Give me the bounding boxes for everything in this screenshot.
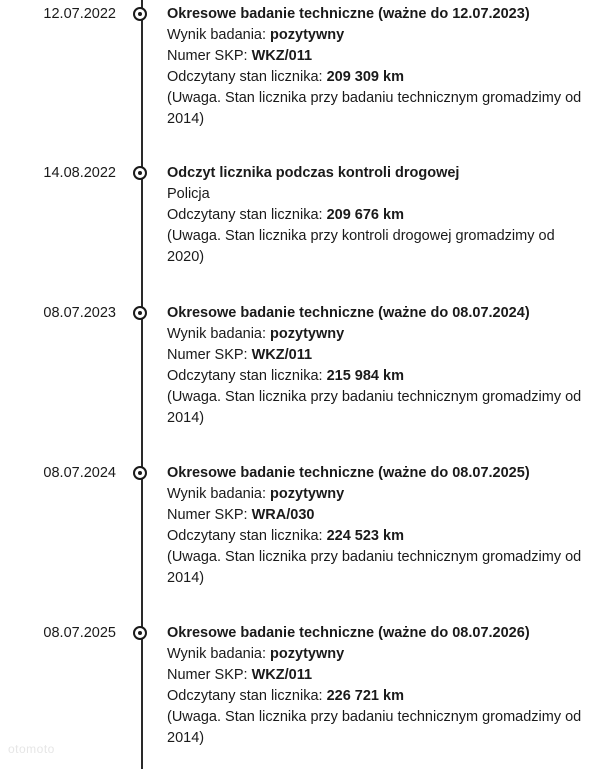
odometer-line [167,205,587,226]
result-line [167,484,587,505]
watermark: otomoto [8,742,55,756]
entry-note: (Uwaga. Stan licznika przy badaniu technicznym gromadzimy od 2014) [167,90,582,127]
result-value: pozytywny [270,326,345,342]
odometer-line [167,526,587,547]
skp-line [167,505,587,526]
entry-details [167,463,587,589]
result-value: pozytywny [270,486,345,502]
result-line [167,25,587,46]
skp-line [167,665,587,686]
result-label: Wynik badania: [167,326,271,342]
entry-title: Okresowe badanie techniczne (ważne do 08.07.2026) [167,625,530,641]
result-value: pozytywny [270,27,345,43]
skp-label: Numer SKP: [167,507,252,523]
entry-date: 08.07.2024 [43,465,116,481]
entry-date: 14.08.2022 [43,165,116,181]
odometer-label: Odczytany stan licznika: [167,528,327,544]
entry-details [167,4,587,130]
entry-details [167,303,587,429]
entry-title: Okresowe badanie techniczne (ważne do 08.07.2025) [167,465,530,481]
entry-details [167,623,587,749]
entry-date: 08.07.2025 [43,625,116,641]
odometer-value: 209 676 km [326,207,404,223]
skp-value: WRA/030 [251,507,315,523]
skp-line [167,46,587,67]
skp-label: Numer SKP: [167,48,252,64]
timeline-marker-icon [133,7,147,21]
timeline-marker-icon [133,166,147,180]
timeline-marker-icon [133,306,147,320]
entry-date: 12.07.2022 [43,6,116,22]
odometer-line [167,686,587,707]
skp-line [167,345,587,366]
entry-title: Okresowe badanie techniczne (ważne do 12.07.2023) [167,6,530,22]
entry-title: Okresowe badanie techniczne (ważne do 08.07.2024) [167,305,530,321]
odometer-line [167,366,587,387]
timeline-marker-icon [133,626,147,640]
entry-details [167,163,587,268]
entry-note: (Uwaga. Stan licznika przy kontroli drogowej gromadzimy od 2020) [167,228,555,265]
result-line [167,644,587,665]
skp-label: Numer SKP: [167,667,252,683]
odometer-value: 209 309 km [326,69,404,85]
odometer-label: Odczytany stan licznika: [167,69,327,85]
entry-note: (Uwaga. Stan licznika przy badaniu technicznym gromadzimy od 2014) [167,709,582,746]
timeline-marker-icon [133,466,147,480]
odometer-label: Odczytany stan licznika: [167,368,327,384]
skp-label: Numer SKP: [167,347,252,363]
result-label: Wynik badania: [167,27,271,43]
entry-note: (Uwaga. Stan licznika przy badaniu technicznym gromadzimy od 2014) [167,389,582,426]
entry-title: Odczyt licznika podczas kontroli drogowej [167,165,460,181]
odometer-value: 215 984 km [326,368,404,384]
skp-value: WKZ/011 [251,347,313,363]
skp-value: WKZ/011 [251,48,313,64]
entry-date: 08.07.2023 [43,305,116,321]
entry-source: Policja [167,186,210,202]
odometer-value: 224 523 km [326,528,404,544]
skp-value: WKZ/011 [251,667,313,683]
result-value: pozytywny [270,646,345,662]
result-line [167,324,587,345]
odometer-label: Odczytany stan licznika: [167,207,327,223]
odometer-label: Odczytany stan licznika: [167,688,327,704]
odometer-value: 226 721 km [326,688,404,704]
entry-note: (Uwaga. Stan licznika przy badaniu technicznym gromadzimy od 2014) [167,549,582,586]
odometer-line [167,67,587,88]
result-label: Wynik badania: [167,486,271,502]
timeline-line [141,0,143,769]
result-label: Wynik badania: [167,646,271,662]
